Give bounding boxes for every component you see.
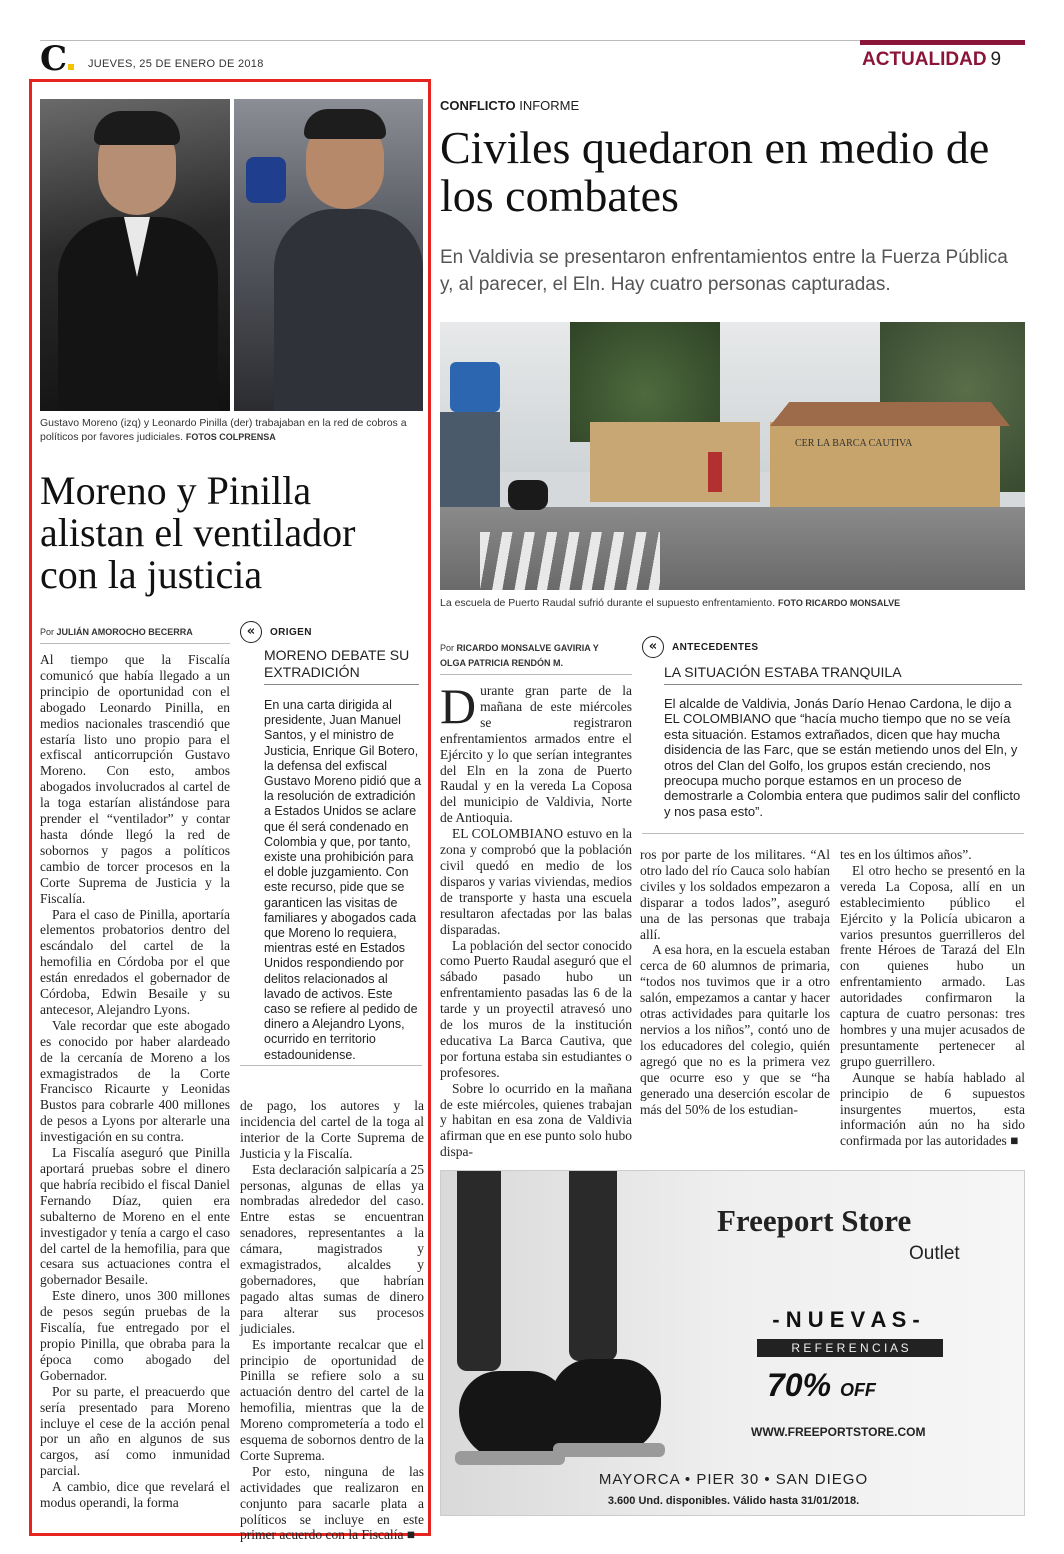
paragraph: La población del sector conocido como Puerto Raudal aseguró que el sábado pasado hubo un enfrentamiento pasadas las 6 de la tarde y un proyectil atravesó uno de los muros de la institución educativa La Barca Cautiva, que por fortuna estaba sin estudiantes o profesores.	[440, 937, 632, 1080]
school-sign-text: CER LA BARCA CAUTIVA	[795, 438, 913, 449]
byline-left: Por JULIÁN AMOROCHO BECERRA	[40, 627, 193, 637]
ad-url[interactable]: WWW.FREEPORTSTORE.COM	[751, 1425, 926, 1439]
photo-gustavo-moreno	[40, 99, 230, 411]
shoe-right-icon	[569, 1171, 617, 1361]
ad-terms: 3.600 Und. disponibles. Válido hasta 31/01/2018.	[607, 1495, 860, 1507]
ad-locations: MAYORCA • PIER 30 • SAN DIEGO	[598, 1471, 869, 1488]
section-label: ACTUALIDAD 9	[862, 49, 1002, 70]
byline-right: Por RICARDO MONSALVE GAVIRIA Y OLGA PATRICIA RENDÓN M.	[440, 643, 599, 668]
paragraph: Por su parte, el preacuerdo que sería presentado para Moreno incluye el cese de la acción penal por un año en algunos de sus cargos, así como inmunidad parcial.	[40, 1383, 230, 1479]
sneaker-right-icon	[551, 1359, 661, 1455]
paragraph: tes en los últimos años”.	[840, 847, 972, 862]
headline-right: Civiles quedaron en medio de los combates	[440, 122, 990, 222]
paragraph: Este dinero, unos 300 millones de pesos según pruebas de la Fiscalía, fue entregado por el propio Pinilla, que obraba para la época como abogado del Gobernador.	[40, 1288, 230, 1383]
body-col-right-3	[840, 847, 1025, 1149]
sidebar-tag-antecedentes: « ANTECEDENTES	[642, 636, 758, 658]
kicker-right: CONFLICTO INFORME	[440, 98, 580, 113]
chevron-left-icon: «	[240, 621, 262, 643]
section-bar	[860, 40, 1025, 45]
ad-subbrand: Outlet	[909, 1243, 960, 1264]
sidebar-text-right: El alcalde de Valdivia, Jonás Darío Henao Cardona, le dijo a EL COLOMBIANO que “hacía mucho tiempo que no se veía esta situación. Estamos extrañados, dicen que hay mucha disidencia de las Farc, que se están metiendo unos del Eln, y otros del Clan del Golfo, los grupos están creciendo, nos preocupa mucho porque estamos en un proceso de demostrarle a Colombia entera que pudimos salir del conflicto y nos pasa esto”.	[664, 696, 1021, 819]
paragraph: Para el caso de Pinilla, aportaría elementos probatorios dentro del escándalo del cartel de la hemofilia en Córdoba por el que están enredados el gobernador de Córdoba, Edwin Besaile y su antecesor, Alejandro Lyons.	[40, 906, 230, 1017]
paragraph: Durante gran parte de la mañana de este miércoles se registraron enfrentamientos armados entre el Ejército y lo que serían integrantes del Eln en la zona de Puerto Raudal y en la vereda La Coposa del municipio de Valdivia, Norte de Antioquia.	[440, 678, 632, 826]
paragraph: Esta declaración salpicaría a 25 personas, algunas de ellas ya nombradas alrededor del caso. Entre estas se encuentran senadores, representantes a la cámara, magistrados y exmagistrados, alcaldes y gobernadores, que habrían pagado altas sumas de dinero para alterar sus procesos judiciales.	[240, 1161, 424, 1336]
sidebar-text-left: En una carta dirigida al presidente, Juan Manuel Santos, y el ministro de Justicia, Enrique Gil Botero, la defensa del exfiscal Gustavo Moreno pidió que a la resolución de extradición a Estados Unidos se aclare que él será condenado en Colombia y que, por tanto, existe una prohibición para el doble juzgamiento. Con este recurso, pide que se garanticen las visitas de familiares y abogados cada que Moreno lo requiera, mientras esté en Estados Unidos respondiendo por delitos relacionados al lavado de activos. Este caso se refiere al pedido de dinero a Alejandro Lyons, ocurrido en territorio estadounidense.	[264, 698, 422, 1062]
page-number: 9	[990, 49, 1002, 70]
photo-school-puerto-raudal	[440, 322, 1025, 590]
sidebar-tag-origen: « ORIGEN	[240, 621, 312, 643]
body-col-right-1	[440, 678, 632, 1160]
body-col-left-1	[40, 652, 230, 1511]
paragraph: Sobre lo ocurrido en la mañana de este miércoles, quienes trabajan y habitan en esa zona de Valdivia afirman que en ese punto solo hubo dispa-	[440, 1080, 632, 1160]
ad-referencias: R E F E R E N C I A S	[757, 1339, 943, 1357]
chevron-left-icon: «	[642, 636, 664, 658]
logo-dot-icon	[68, 64, 74, 70]
paragraph: Al tiempo que la Fiscalía comunicó que había llegado a un principio de oportunidad con el abogado Leonardo Pinilla, en medios nacionales trascendió que estaría listo uno propio para el exfiscal anticorrupción Gustavo Moreno. Con esto, ambos abogados involucrados al cartel de la toga estarían alistándose para prender el “ventilador” y contar hasta dónde llegó la red de sobornos y pagos a políticos cambio de torcer procesos en la Corte Suprema de Justicia y la Fiscalía.	[40, 652, 230, 906]
sidebar-bottom-rule-right	[642, 833, 1024, 834]
shoe-left-icon	[457, 1171, 501, 1371]
paragraph: EL COLOMBIANO estuvo en la zona y comprobó que la población civil quedó en medio de los disparos y varias viviendas, medios de transporte y hasta una escuela resultaron afectadas por las balas disparadas.	[440, 826, 632, 937]
paragraph: Es importante recalcar que el principio de oportunidad de Pinilla se refiere solo a su actuación dentro del cartel de la hemofilia, mientras que la de Moreno comprometería a todo el esquema de sobornos dentro de la Corte Suprema.	[240, 1336, 424, 1463]
sidebar-heading-left: MORENO DEBATE SU EXTRADICIÓN	[264, 647, 419, 685]
byline-rule-left	[40, 643, 230, 644]
headline-left: Moreno y Pinilla alistan el ventilador con la justicia	[40, 468, 356, 597]
body-col-right-2	[640, 847, 830, 1117]
freeport-store-ad[interactable]	[440, 1170, 1025, 1516]
paragraph: Aunque se había hablado al principio de 6 supuestos insurgentes muertos, esta información aún no ha sido confirmada por las autoridades ■	[840, 1069, 1025, 1149]
paragraph: A esa hora, en la escuela estaban cerca de 60 alumnos de primaria, “todos nos tuvimos que ir a otro salón, empezamos a cantar y hacer otras actividades para quitarle los nervios a los niños”, contó uno de los educadores del colegio, quién agregó que no es la primera vez que ocurre eso y que se “ha generado una deserción escolar de más del 50% de los estudian-	[640, 942, 830, 1117]
drop-cap: D	[440, 678, 477, 734]
photo-leonardo-pinilla	[234, 99, 423, 411]
issue-date: JUEVES, 25 DE ENERO DE 2018	[88, 58, 264, 70]
ad-discount: 70% OFF	[767, 1367, 876, 1403]
byline-rule-right	[440, 674, 632, 675]
sidebar-heading-right: LA SITUACIÓN ESTABA TRANQUILA	[664, 664, 1022, 685]
paragraph: Vale recordar que este abogado es conocido por haber alardeado de la cercanía de Moreno a los exmagistrados de la Corte Francisco Ricaurte y Leonidas Bustos para cobrarle 400 millones de pesos a Lyons por alterarle una investigación en su contra.	[40, 1017, 230, 1145]
deck-right: En Valdivia se presentaron enfrentamientos entre la Fuerza Pública y, al parecer, el Eln. Hay cuatro personas capturadas.	[440, 247, 1008, 295]
paragraph: de pago, los autores y la incidencia del cartel de la toga al interior de la Corte Suprema de Justicia y la Fiscalía.	[240, 1098, 424, 1161]
paragraph: A cambio, dice que revelará el modus operandi, la forma	[40, 1479, 230, 1511]
sidebar-bottom-rule	[240, 1065, 422, 1066]
paragraph: El otro hecho se presentó en la vereda La Coposa, allí en un establecimiento público el Ejército y la Policía ubicaron a varios presuntos guerrilleros del frente Héroes de Tarazá del Eln con quienes hubo un enfrentamiento armado. Las autoridades confirmaron la captura de cuatro personas: tres hombres y una mujer acusados de presuntamente pertenecer al grupo guerrillero.	[840, 862, 1025, 1069]
ad-nuevas: - N U E V A S -	[772, 1307, 920, 1332]
newspaper-logo: C	[40, 42, 74, 76]
photo-caption-right: La escuela de Puerto Raudal sufrió durante el supuesto enfrentamiento. FOTO RICARDO MONSALVE	[440, 597, 901, 609]
photo-caption-left: Gustavo Moreno (izq) y Leonardo Pinilla (der) trabajaban en la red de cobros a políticos por favores judiciales. FOTOS COLPRENSA	[40, 417, 407, 443]
ad-brand: Freeport Store	[717, 1203, 912, 1238]
body-col-left-2	[240, 1098, 424, 1543]
paragraph: ros por parte de los militares. “Al otro lado del río Cauca solo habían civiles y los soldados empezaron a disparar a todos lados”, aseguró una de las personas que trabaja allí.	[640, 847, 830, 942]
paragraph: La Fiscalía aseguró que Pinilla aportará pruebas sobre el dinero que habría recibido el fiscal Daniel Fernando Díaz, quien era subalterno de Moreno en el ente investigador y tenía a cargo el caso del cartel de la hemofilia, para que cesara sus actuaciones contra el gobernador Besaile.	[40, 1145, 230, 1288]
paragraph: Por esto, ninguna de las actividades que realizaron en conjunto para sacarle plata a políticos se incluye en este primer acuerdo con la Fiscalía ■	[240, 1463, 424, 1543]
